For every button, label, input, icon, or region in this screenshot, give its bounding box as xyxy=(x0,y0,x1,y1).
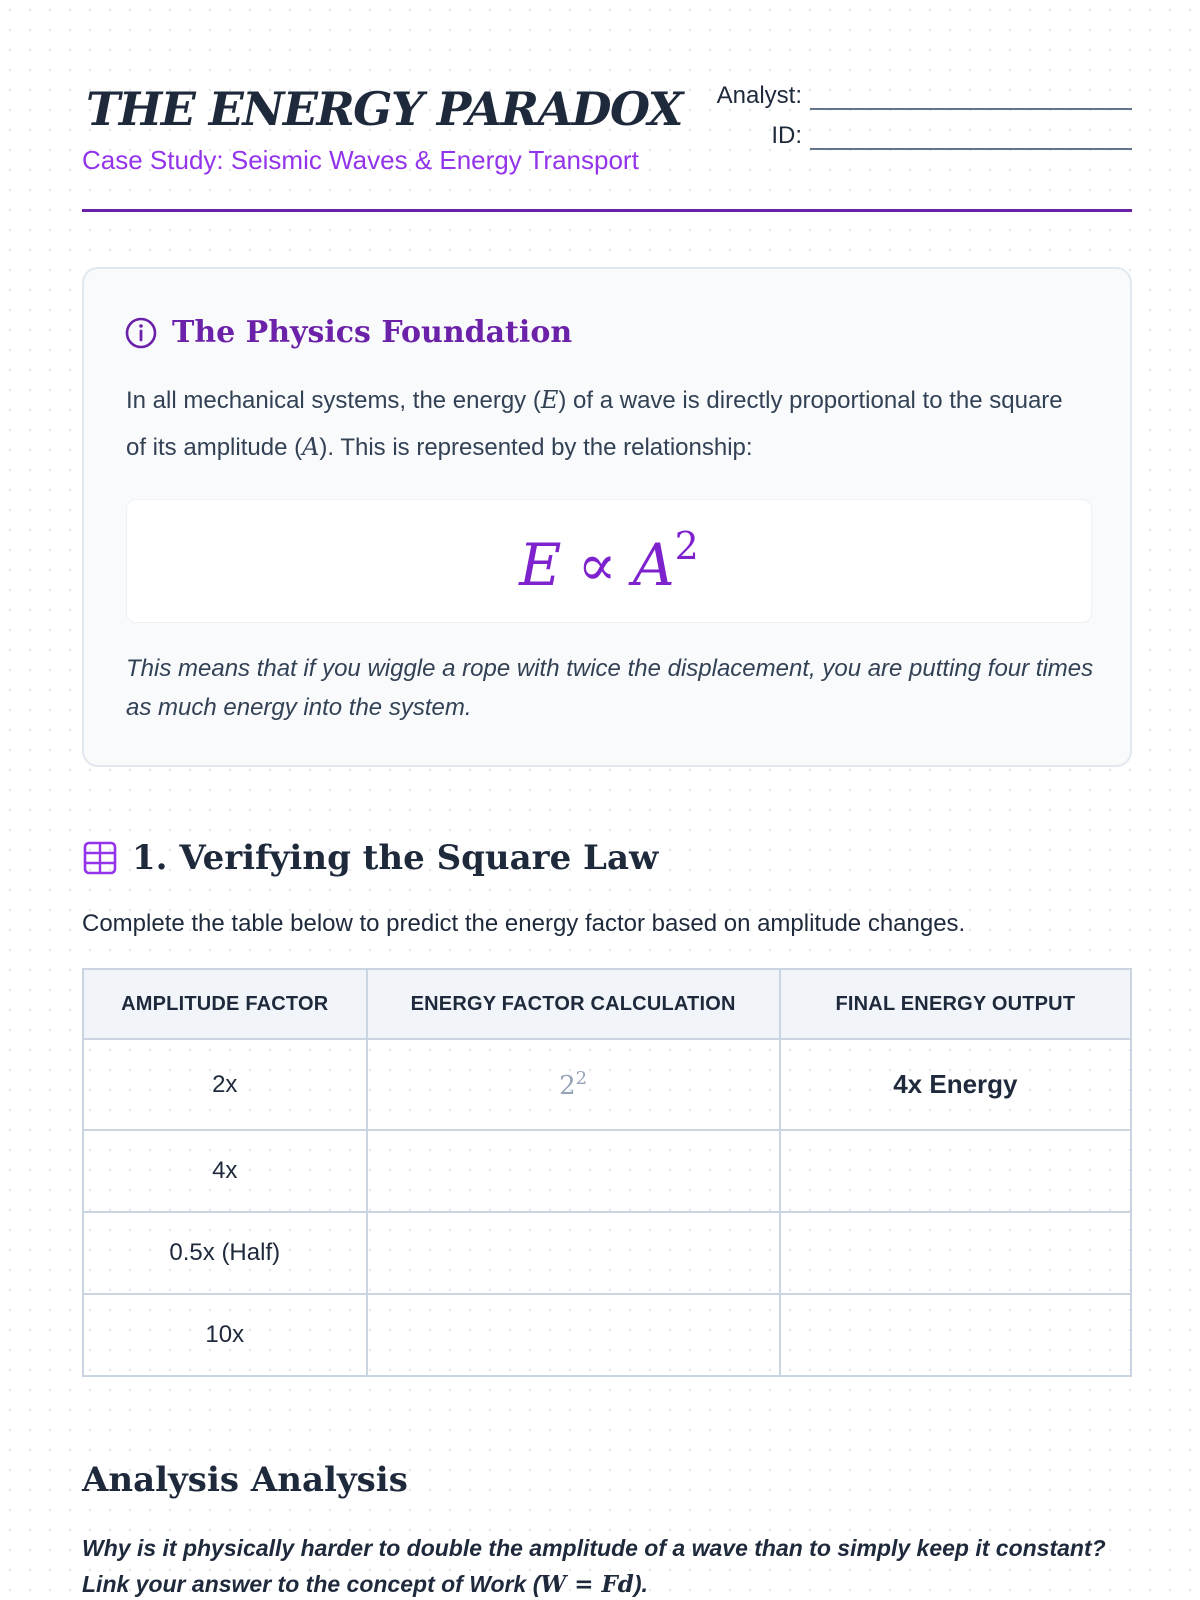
header xyxy=(82,0,1132,212)
final-energy-cell[interactable]: 4x Energy xyxy=(780,1039,1131,1130)
analyst-field xyxy=(702,82,1132,110)
amplitude-cell: 10x xyxy=(83,1294,367,1376)
info-circle-icon xyxy=(124,316,158,350)
section1-heading xyxy=(82,838,658,878)
analysis-question xyxy=(82,1530,1132,1600)
id-field xyxy=(702,122,1132,150)
analyst-input-line[interactable] xyxy=(810,86,1132,110)
calculation-cell[interactable] xyxy=(367,1039,780,1130)
energy-variable: E xyxy=(540,386,559,414)
worksheet-page xyxy=(82,0,1132,1598)
analysis-question-part2: ). xyxy=(633,1571,648,1597)
calculation-cell[interactable] xyxy=(367,1130,780,1212)
physics-foundation-box xyxy=(82,267,1132,767)
foundation-heading xyxy=(124,315,572,350)
amplitude-cell: 2x xyxy=(83,1039,367,1130)
final-energy-cell[interactable] xyxy=(780,1212,1131,1294)
formula-energy: E xyxy=(519,530,562,599)
table-icon xyxy=(82,840,118,876)
table-row xyxy=(83,1294,1131,1376)
table-row xyxy=(83,1212,1131,1294)
analysis-question-part1: Why is it physically harder to double the amplitude of a wave than to simply keep it constant? Link your answer to the concept of Work ( xyxy=(82,1535,1106,1597)
formula-exponent: 2 xyxy=(674,523,699,568)
section1-title: 1. Verifying the Square Law xyxy=(132,838,659,878)
column-header-amplitude: AMPLITUDE FACTOR xyxy=(83,969,367,1039)
final-energy-cell[interactable] xyxy=(780,1130,1131,1212)
analyst-label: Analyst: xyxy=(716,82,802,109)
calc-base: 2 xyxy=(559,1071,576,1101)
formula-amplitude: A xyxy=(632,530,675,599)
amplitude-cell: 4x xyxy=(83,1130,367,1212)
foundation-note: This means that if you wiggle a rope with twice the displacement, you are putting four times as much energy into the system. xyxy=(126,655,1094,721)
table-row xyxy=(83,1130,1131,1212)
column-header-calculation: ENERGY FACTOR CALCULATION xyxy=(367,969,780,1039)
foundation-text-part2: ) of a wave is directly proportional to the square of its amplitude ( xyxy=(126,387,1063,461)
section1-description: Complete the table below to predict the energy factor based on amplitude changes. xyxy=(82,910,966,937)
formula-box xyxy=(126,499,1092,623)
analysis-title: Analysis Analysis xyxy=(82,1460,408,1500)
square-law-table xyxy=(82,968,1132,1377)
column-header-final: FINAL ENERGY OUTPUT xyxy=(780,969,1131,1039)
page-title: THE ENERGY PARADOX xyxy=(86,82,682,136)
page-subtitle: Case Study: Seismic Waves & Energy Transport xyxy=(82,145,639,175)
amplitude-cell: 0.5x (Half) xyxy=(83,1212,367,1294)
foundation-text-part1: In all mechanical systems, the energy ( xyxy=(126,387,541,414)
amplitude-variable: A xyxy=(302,433,320,461)
calculation-cell[interactable] xyxy=(367,1212,780,1294)
foundation-text-part3: ). This is represented by the relationship: xyxy=(319,434,753,461)
energy-formula xyxy=(519,524,699,599)
final-energy-cell[interactable] xyxy=(780,1294,1131,1376)
work-formula: W = Fd xyxy=(540,1571,634,1598)
table-row xyxy=(83,1039,1131,1130)
table-header-row xyxy=(83,969,1131,1039)
foundation-title: The Physics Foundation xyxy=(172,315,573,350)
id-input-line[interactable] xyxy=(810,126,1132,150)
calc-exponent: 2 xyxy=(575,1068,588,1089)
id-label: ID: xyxy=(771,122,802,149)
calculation-cell[interactable] xyxy=(367,1294,780,1376)
formula-proportional-symbol: ∝ xyxy=(577,530,617,599)
foundation-text xyxy=(126,377,1076,471)
